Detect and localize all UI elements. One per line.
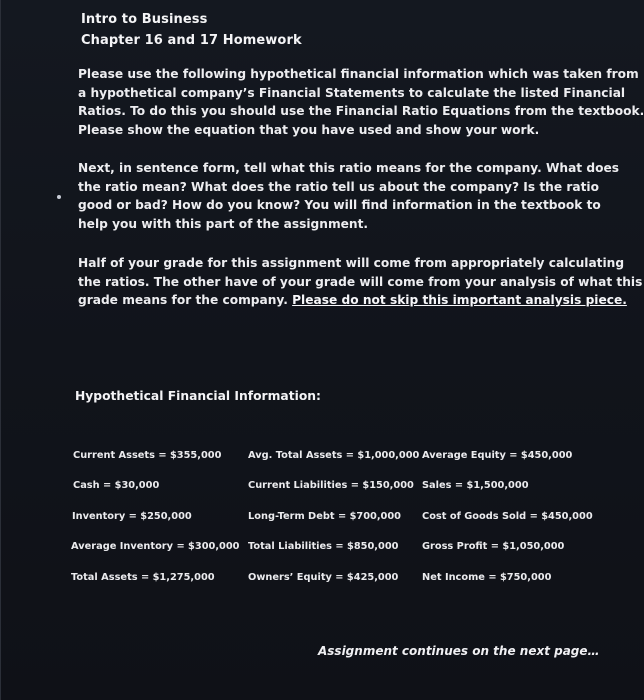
financial-item: Owners’ Equity = $425,000: [248, 572, 399, 583]
financial-info-heading: Hypothetical Financial Information:: [75, 389, 321, 403]
financial-item: Total Assets = $1,275,000: [71, 572, 215, 583]
financial-item: Average Inventory = $300,000: [71, 541, 240, 552]
instructions-line: a hypothetical company’s Financial Statements to calculate the listed Financial: [78, 85, 626, 100]
financial-item: Current Liabilities = $150,000: [248, 480, 414, 491]
financial-item: Average Equity = $450,000: [422, 450, 573, 461]
financial-item: Gross Profit = $1,050,000: [422, 541, 565, 552]
financial-item: Total Liabilities = $850,000: [248, 541, 399, 552]
grading-line: the ratios. The other have of your grade will come from your analysis of what this: [78, 274, 643, 289]
financial-item: Inventory = $250,000: [72, 511, 192, 522]
financial-item: Long-Term Debt = $700,000: [248, 511, 402, 522]
financial-item: Current Assets = $355,000: [73, 450, 222, 461]
instructions-line: Ratios. To do this you should use the Financial Ratio Equations from the textbook.: [78, 104, 644, 118]
analysis-line: good or bad? How do you know? You will find information in the textbook to: [78, 198, 601, 212]
grading-paragraph: [78, 254, 643, 310]
homework-title: Chapter 16 and 17 Homework: [81, 33, 302, 48]
course-title: Intro to Business: [81, 12, 208, 27]
continues-note: Assignment continues on the next page…: [318, 644, 600, 658]
financial-item: Avg. Total Assets = $1,000,000: [248, 450, 420, 461]
page-edge-divider: [0, 0, 1, 700]
instructions-line: Please use the following hypothetical financial information which was taken from: [78, 67, 639, 81]
financial-item: Cost of Goods Sold = $450,000: [422, 511, 593, 522]
financial-item: Sales = $1,500,000: [422, 480, 529, 491]
analysis-warning-underlined: Please do not skip this important analysis piece.: [292, 293, 627, 307]
financial-item: Net Income = $750,000: [422, 572, 552, 583]
analysis-line: help you with this part of the assignment.: [78, 216, 369, 231]
analysis-paragraph: [78, 159, 619, 233]
analysis-line: Next, in sentence form, tell what this ratio means for the company. What does: [78, 161, 619, 175]
grading-line-text: grade means for the company.: [78, 293, 293, 307]
grading-line: [78, 291, 627, 310]
bullet-dot: [57, 195, 61, 199]
financial-item: Cash = $30,000: [73, 480, 160, 491]
instructions-paragraph: [78, 65, 644, 139]
instructions-line: Please show the equation that you have used and show your work.: [78, 122, 540, 137]
grading-line: Half of your grade for this assignment will come from appropriately calculating: [78, 256, 625, 270]
analysis-line: the ratio mean? What does the ratio tell us about the company? Is the ratio: [78, 179, 599, 194]
